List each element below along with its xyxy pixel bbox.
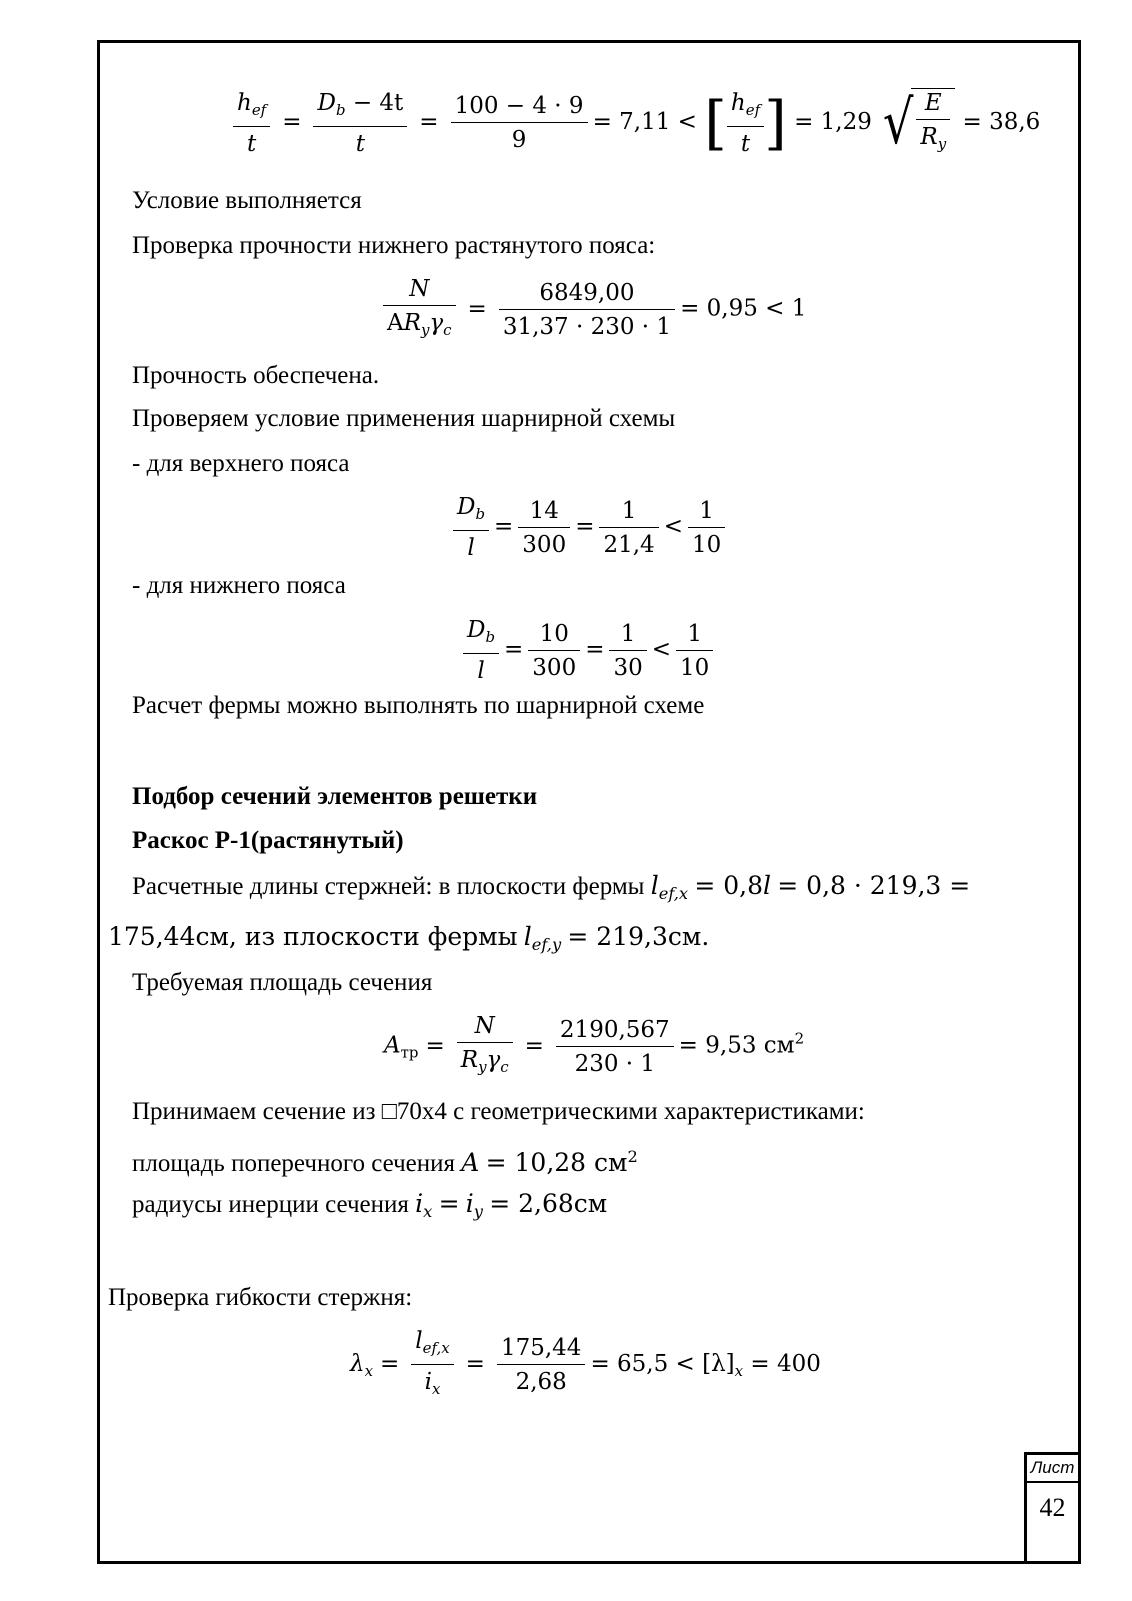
check-lower-belt-text: Проверка прочности нижнего растянутого пояса: — [132, 232, 656, 259]
flex-check-text: Проверка гибкости стержня: — [108, 1284, 413, 1311]
required-area-text: Требуемая площадь сечения — [132, 969, 433, 996]
sheet-stamp — [1024, 1452, 1078, 1561]
formula-lower-belt: $\frac{D_b}{l}$ = $\frac{10}{300}$ = $\frac{1}{30}$ < $\frac{1}{10}$ — [458, 616, 718, 685]
formula-flexibility: $\lambda_x$ = $\frac{l_{ef,x}}{i_x}$ = $\frac{175,44}{2,68}$ = $65,5 < [\lambda]_x = 400$ — [350, 1328, 821, 1398]
sheet-label: Лист — [1027, 1455, 1078, 1483]
formula-strength: $\frac{N}{AR_y\gamma_c}$ = $\frac{6849,00}{31,37 \cdot 230 \cdot 1}$ = 0,95 < 1 — [378, 275, 806, 344]
lengths-line-1: Расчетные длины стержней: в плоскости фермы $l_{ef,x} = 0,8l = 0,8 \cdot 219,3$ = — [132, 871, 971, 903]
lengths-line-2: 175,44см, из плоскости фермы $l_{ef,y} = 219,3см$. — [108, 922, 710, 954]
area-text: площадь поперечного сечения A = 10,28 $см^2$ — [132, 1147, 638, 1177]
lower-belt-text: - для нижнего пояса — [132, 572, 346, 599]
section-choice-text: Принимаем сечение из □70х4 с геометрическими характеристиками: — [132, 1098, 865, 1125]
upper-belt-text: - для верхнего пояса — [132, 450, 350, 477]
check-hinge-text: Проверяем условие применения шарнирной схемы — [132, 405, 676, 432]
section-heading: Подбор сечений элементов решетки — [132, 783, 538, 810]
sheet-number: 42 — [1039, 1493, 1066, 1522]
strength-ok-text: Прочность обеспечена. — [132, 362, 380, 389]
formula-required-area: $A_{тр}$ = $\frac{N}{R_y\gamma_c}$ = $\frac{2190,567}{230 \cdot 1}$ = 9,53 $см^2$ — [384, 1013, 805, 1077]
condition-ok-text: Условие выполняется — [132, 187, 362, 214]
formula-upper-belt: $\frac{D_b}{l}$ = $\frac{14}{300}$ = $\frac{1}{21,4}$ < $\frac{1}{10}$ — [448, 493, 730, 562]
radii-text: радиусы инерции сечения $i_x = i_y = 2,68см$ — [132, 1189, 608, 1221]
subsection-heading: Раскос Р-1(растянутый) — [132, 827, 404, 854]
conclusion-text: Расчет фермы можно выполнять по шарнирной схеме — [132, 692, 705, 719]
formula-slenderness: $\frac{h_{ef}}{t}$ = $\frac{D_b - 4t}{t}$ = $\frac{100 - 4 \cdot 9}{9}$ = 7,11 < [ $\frac{h_{ef}}{t}$ ] = 1,29 √ $\frac{E}{R_y}$ = 38,6 — [228, 88, 1040, 158]
